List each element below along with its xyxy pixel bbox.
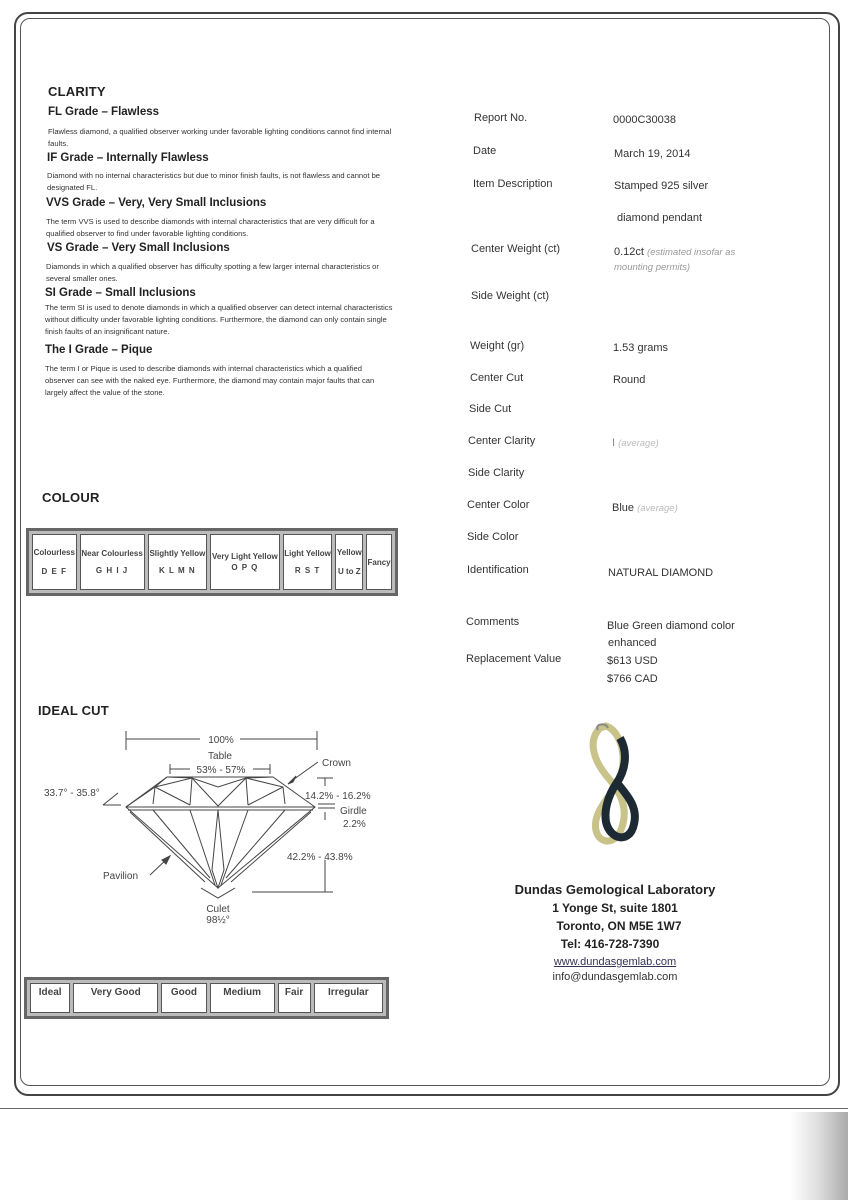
- grade-heading: FL Grade – Flawless: [48, 106, 160, 118]
- grade-text: Diamonds in which a qualified observer has difficulty spotting a few larger internal characteristics or several smaller ones.: [46, 262, 379, 283]
- pendant-photo: [570, 720, 660, 860]
- cut-grade-cell: Very Good: [73, 983, 158, 1013]
- replacement-value-cad: $766 CAD: [607, 673, 658, 685]
- diagram-table-label: Table: [208, 751, 232, 762]
- ideal-cut-title: IDEAL CUT: [38, 703, 109, 718]
- center-color-label: Center Color: [467, 499, 530, 511]
- lab-info: [490, 882, 740, 983]
- colour-grades: U to Z: [337, 567, 361, 576]
- item-description-label: Item Description: [473, 178, 553, 190]
- grade-heading: VS Grade – Very Small Inclusions: [47, 242, 230, 254]
- diagram-table-range: 53% - 57%: [196, 765, 246, 776]
- diagram-girdle-label: Girdle: [340, 806, 367, 817]
- weight-value: 1.53 grams: [613, 342, 669, 354]
- report-no-label: Report No.: [474, 112, 528, 124]
- center-weight-value: [614, 245, 764, 275]
- diagram-culet-angle: 98½°: [206, 915, 230, 926]
- grade-heading: IF Grade – Internally Flawless: [47, 152, 209, 164]
- cut-grade-table: [24, 977, 389, 1019]
- center-color: Blue: [612, 502, 635, 514]
- lab-phone: Tel: 416-728-7390: [560, 937, 660, 951]
- cut-grade-cell: Ideal: [30, 983, 70, 1013]
- scan-shadow: [790, 1112, 848, 1200]
- center-weight-label: Center Weight (ct): [471, 243, 561, 255]
- colour-name: Light Yellow: [284, 549, 331, 558]
- colour-grades: O P Q: [231, 563, 259, 572]
- grade-text: Flawless diamond, a qualified observer working under favorable lighting conditions cannot find internal faults.: [48, 127, 392, 148]
- diagram-girdle-value: 2.2%: [343, 819, 366, 830]
- comments-value-2: enhanced: [608, 637, 657, 649]
- replacement-value-usd: $613 USD: [607, 655, 658, 667]
- colour-name: Fancy: [367, 557, 391, 567]
- lab-address-line1: 1 Yonge St, suite 1801: [552, 901, 678, 915]
- center-clarity-value: [612, 437, 659, 449]
- center-weight-note: (estimated insofar as mounting permits): [614, 247, 736, 273]
- diagram-pavilion-depth: 42.2% - 43.8%: [287, 852, 353, 863]
- cut-grade-cell: Good: [161, 983, 207, 1013]
- diagram-total-label: 100%: [208, 735, 234, 746]
- diamond-diagram: [0, 0, 420, 960]
- center-clarity-label: Center Clarity: [468, 435, 536, 447]
- scan-edge-line: [0, 1108, 848, 1109]
- grade-heading: VVS Grade – Very, Very Small Inclusions: [46, 197, 267, 209]
- cut-grade-cell: Irregular: [314, 983, 383, 1013]
- grade-heading: The I Grade – Pique: [45, 344, 153, 356]
- item-description-value: Stamped 925 silver: [614, 180, 709, 192]
- weight-label: Weight (gr): [470, 340, 525, 352]
- center-color-note: (average): [637, 503, 678, 514]
- colour-grades: G H I J: [95, 566, 129, 575]
- lab-website-link[interactable]: www.dundasgemlab.com: [553, 956, 677, 968]
- side-clarity-label: Side Clarity: [468, 467, 525, 479]
- center-weight: 0.12ct: [614, 246, 644, 258]
- colour-name: Colourless: [33, 548, 75, 557]
- cut-grade-cell: Fair: [278, 983, 311, 1013]
- side-color-label: Side Color: [467, 531, 519, 543]
- colour-grades: R S T: [294, 566, 321, 575]
- colour-grades: D E F: [41, 567, 67, 576]
- diagram-pavilion-label: Pavilion: [103, 871, 139, 882]
- comments-value: Blue Green diamond color: [607, 620, 735, 632]
- grade-text: The term SI is used to denote diamonds in which a qualified observer can detect internal characteristics without difficulty under favorable lighting conditions. Furthermore, the diamond can only contain single finish faults of an insignificant nature.: [45, 303, 393, 336]
- item-description-value-2: diamond pendant: [617, 212, 703, 224]
- grade-heading: SI Grade – Small Inclusions: [45, 287, 196, 299]
- diagram-crown-label: Crown: [322, 758, 351, 769]
- diagram-crown-angle: 33.7° - 35.8°: [44, 788, 100, 799]
- colour-name: Near Colourless: [81, 549, 143, 558]
- diagram-crown-height: 14.2% - 16.2%: [305, 791, 371, 802]
- center-cut-value: Round: [613, 374, 646, 386]
- side-weight-label: Side Weight (ct): [471, 290, 550, 302]
- replacement-value-label: Replacement Value: [466, 653, 562, 665]
- identification-label: Identification: [467, 564, 529, 576]
- date-value: March 19, 2014: [614, 148, 691, 160]
- lab-name: Dundas Gemological Laboratory: [514, 882, 716, 897]
- grade-text: Diamond with no internal characteristics but due to minor finish faults, is not flawless and cannot be designated FL.: [47, 171, 381, 192]
- lab-email: info@dundasgemlab.com: [552, 971, 678, 983]
- lab-address-line2: Toronto, ON M5E 1W7: [556, 919, 682, 933]
- colour-name: Slightly Yellow: [149, 549, 206, 558]
- grade-text: The term VVS is used to describe diamonds with internal characteristics that are very difficult for a qualified observer to find under favorable lighting conditions.: [46, 217, 375, 238]
- colour-grades: K L M N: [159, 566, 196, 575]
- clarity-title: CLARITY: [48, 84, 106, 99]
- colour-name: Yellow: [336, 548, 362, 557]
- colour-name: Very Light Yellow: [212, 552, 278, 561]
- report-no-value: 0000C30038: [613, 114, 677, 126]
- center-color-value: [612, 502, 678, 514]
- date-label: Date: [473, 145, 497, 157]
- diagram-culet-label: Culet: [206, 904, 230, 915]
- colour-title: COLOUR: [42, 490, 100, 505]
- center-clarity: I: [612, 437, 616, 449]
- cut-grade-cell: Medium: [210, 983, 275, 1013]
- side-cut-label: Side Cut: [469, 403, 512, 415]
- grade-text: The term I or Pique is used to describe diamonds with internal characteristics which a qualified observer can see with the naked eye. Furthermore, the diamond may contain major faults that can largely affect the value of the stone.: [45, 364, 375, 397]
- center-cut-label: Center Cut: [470, 372, 524, 384]
- comments-label: Comments: [466, 616, 520, 628]
- center-clarity-note: (average): [618, 438, 659, 449]
- identification-value: NATURAL DIAMOND: [608, 567, 714, 579]
